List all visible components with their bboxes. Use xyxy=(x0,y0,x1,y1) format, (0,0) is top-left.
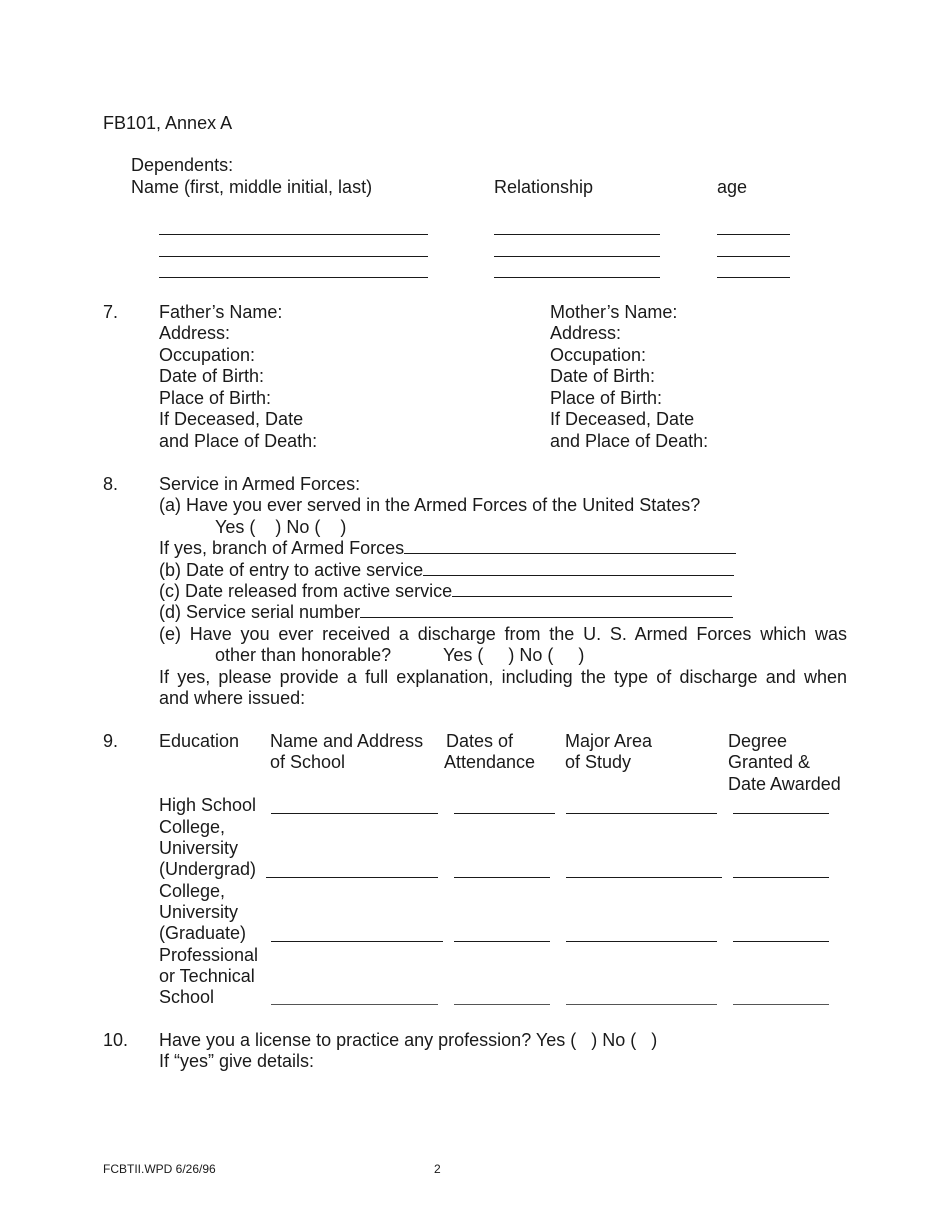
item7-number: 7. xyxy=(103,302,119,322)
graduate-major-line[interactable] xyxy=(566,941,717,942)
dependent-name-line[interactable] xyxy=(159,234,428,235)
undergrad-degree-line[interactable] xyxy=(733,877,829,878)
professional-major-line[interactable] xyxy=(566,1004,717,1005)
undergrad-major-line[interactable] xyxy=(566,877,722,878)
major-header-line2: of Study xyxy=(565,752,632,772)
school-header-line1: Name and Address xyxy=(270,731,424,751)
mother-deceased-label: If Deceased, Date xyxy=(550,409,695,429)
item8-question-b: (b) Date of entry to active service xyxy=(159,560,424,580)
degree-header-line3: Date Awarded xyxy=(728,774,841,794)
father-deceased-label: If Deceased, Date xyxy=(159,409,304,429)
dependent-relationship-line[interactable] xyxy=(494,277,660,278)
professional-degree-line[interactable] xyxy=(733,1004,829,1005)
item8-entry-line[interactable] xyxy=(423,559,734,576)
professional-label-line1: Professional xyxy=(159,945,259,965)
professional-label-line3: School xyxy=(159,987,215,1007)
footer-file-id: FCBTII.WPD 6/26/96 xyxy=(103,1162,216,1176)
high-school-dates-line[interactable] xyxy=(454,813,555,814)
high-school-label: High School xyxy=(159,795,257,815)
education-header: Education xyxy=(159,731,240,751)
high-school-degree-line[interactable] xyxy=(733,813,829,814)
dependents-relationship-header: Relationship xyxy=(494,177,594,197)
item8-number: 8. xyxy=(103,474,119,494)
degree-header-line1: Degree xyxy=(728,731,788,751)
item10-number: 10. xyxy=(103,1030,129,1050)
dependent-relationship-line[interactable] xyxy=(494,256,660,257)
dependents-title: Dependents: xyxy=(131,155,234,175)
father-occupation-label: Occupation: xyxy=(159,345,256,365)
mother-name-label: Mother’s Name: xyxy=(550,302,678,322)
father-name-label: Father’s Name: xyxy=(159,302,283,322)
item8-question-d: (d) Service serial number xyxy=(159,602,361,622)
dates-header-line1: Dates of xyxy=(446,731,514,751)
item8-branch-line[interactable] xyxy=(404,537,736,554)
major-header-line1: Major Area xyxy=(565,731,653,751)
mother-dob-label: Date of Birth: xyxy=(550,366,656,386)
dependent-name-line[interactable] xyxy=(159,277,428,278)
item8-question-c: (c) Date released from active service xyxy=(159,581,453,601)
item9-number: 9. xyxy=(103,731,119,751)
graduate-dates-line[interactable] xyxy=(454,941,550,942)
item8-serial-row xyxy=(159,601,733,623)
item8-explanation: If yes, please provide a full explanation, including the type of discharge and when xyxy=(159,667,847,687)
professional-name-line[interactable] xyxy=(271,1004,438,1005)
undergrad-label-line2: University xyxy=(159,838,239,858)
item8-branch-label: If yes, branch of Armed Forces xyxy=(159,538,405,558)
dependent-name-line[interactable] xyxy=(159,256,428,257)
mother-address-label: Address: xyxy=(550,323,622,343)
high-school-name-line[interactable] xyxy=(271,813,438,814)
dates-header-line2: Attendance xyxy=(444,752,536,772)
father-death-place-label: and Place of Death: xyxy=(159,431,318,451)
dependent-age-line[interactable] xyxy=(717,256,790,257)
father-dob-label: Date of Birth: xyxy=(159,366,265,386)
dependents-name-header: Name (first, middle initial, last) xyxy=(131,177,373,197)
dependent-age-line[interactable] xyxy=(717,234,790,235)
father-address-label: Address: xyxy=(159,323,231,343)
degree-header-line2: Granted & xyxy=(728,752,811,772)
graduate-degree-line[interactable] xyxy=(733,941,829,942)
father-pob-label: Place of Birth: xyxy=(159,388,272,408)
item8-serial-line[interactable] xyxy=(360,601,733,618)
professional-dates-line[interactable] xyxy=(454,1004,550,1005)
undergrad-name-line[interactable] xyxy=(266,877,438,878)
item8-question-e-options[interactable]: Yes ( ) No ( ) xyxy=(443,645,585,665)
page-number: 2 xyxy=(434,1162,441,1176)
undergrad-label-line3: (Undergrad) xyxy=(159,859,257,879)
item8-explanation-line2: and where issued: xyxy=(159,688,306,708)
item8-question-e: (e) Have you ever received a discharge from the U. S. Armed Forces which was xyxy=(159,624,847,644)
mother-death-place-label: and Place of Death: xyxy=(550,431,709,451)
form-id: FB101, Annex A xyxy=(103,113,233,133)
dependent-age-line[interactable] xyxy=(717,277,790,278)
dependents-age-header: age xyxy=(717,177,748,197)
dependent-relationship-line[interactable] xyxy=(494,234,660,235)
item10-details-label: If “yes” give details: xyxy=(159,1051,315,1071)
item8-title: Service in Armed Forces: xyxy=(159,474,361,494)
mother-occupation-label: Occupation: xyxy=(550,345,647,365)
professional-label-line2: or Technical xyxy=(159,966,255,986)
item8-question-a: (a) Have you ever served in the Armed Forces of the United States? xyxy=(159,495,701,515)
school-header-line2: of School xyxy=(270,752,346,772)
mother-pob-label: Place of Birth: xyxy=(550,388,663,408)
graduate-name-line[interactable] xyxy=(271,941,443,942)
graduate-label-line2: University xyxy=(159,902,239,922)
graduate-label-line3: (Graduate) xyxy=(159,923,247,943)
item8-released-line[interactable] xyxy=(452,580,732,597)
high-school-major-line[interactable] xyxy=(566,813,717,814)
item8-question-a-options[interactable]: Yes ( ) No ( ) xyxy=(215,517,347,537)
item8-branch-row xyxy=(159,537,736,559)
item8-question-e-line2: other than honorable? xyxy=(215,645,392,665)
graduate-label-line1: College, xyxy=(159,881,226,901)
item10-question[interactable]: Have you a license to practice any profession? Yes ( ) No ( ) xyxy=(159,1030,658,1050)
undergrad-label-line1: College, xyxy=(159,817,226,837)
item8-released-row xyxy=(159,580,732,602)
undergrad-dates-line[interactable] xyxy=(454,877,550,878)
item8-entry-row xyxy=(159,559,734,581)
